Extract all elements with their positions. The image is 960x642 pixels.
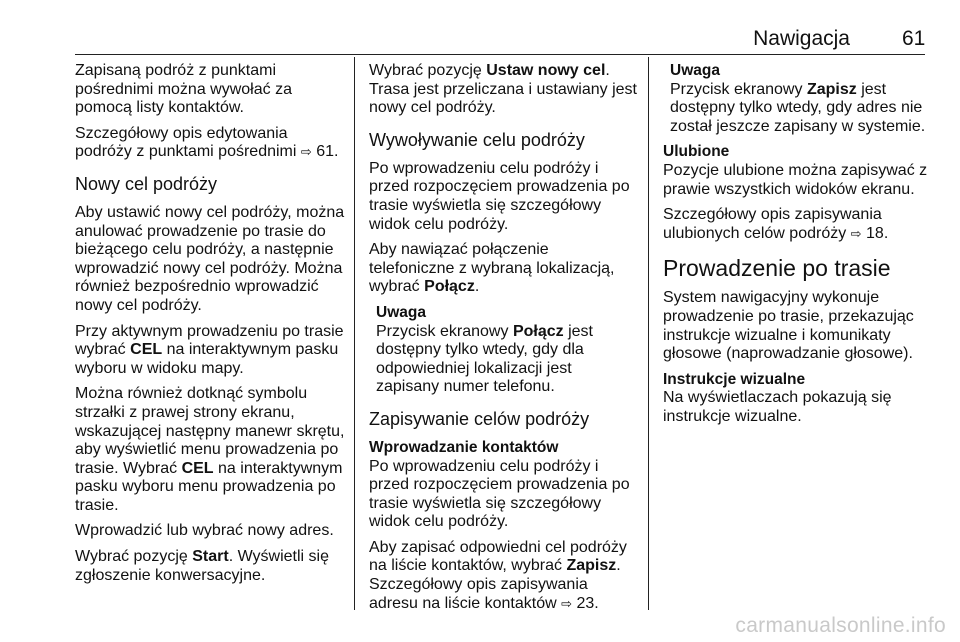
reference-arrow-icon: ⇨ [300, 144, 312, 160]
note-text: Przycisk ekranowy Połącz jest dostępny tylko wtedy, gdy dla odpowiedniej lokalizacji jest zapisany numer telefonu. [376, 322, 593, 396]
ui-term: Ustaw nowy cel [486, 62, 606, 79]
page-number: 61 [902, 27, 926, 50]
page-reference[interactable]: 18. [866, 224, 889, 242]
reference-arrow-icon: ⇨ [850, 225, 862, 241]
note-heading: Uwaga [670, 62, 720, 79]
paragraph: Przy aktywnym prowadzeniu po trasie wybrać CEL na interaktywnym pasku wyboru w widoku mapy. [75, 322, 344, 377]
section-heading: Nowy cel podróży [75, 173, 218, 194]
ui-term: CEL [181, 459, 214, 477]
section-heading: Zapisywanie celów podróży [369, 408, 590, 429]
paragraph: System nawigacyjny wykonuje prowadzenie po trasie, przekazując instrukcje wizualne i komunikaty głosowe (naprowadzanie głosowe). [663, 289, 914, 363]
paragraph: Po wprowadzeniu celu podróży i przed rozpoczęciem prowadzenia po trasie wyświetla się szczegółowy widok celu podróży. [369, 159, 630, 233]
note-box [663, 62, 935, 136]
paragraph: Wybrać pozycję Start. Wyświetli się zgłoszenie konwersacyjne. [75, 548, 329, 584]
paragraph: Wybrać pozycję Ustaw nowy cel. Trasa jest przeliczana i ustawiany jest nowy cel podróży. [369, 62, 637, 117]
paragraph: Wprowadzić lub wybrać nowy adres. [75, 522, 334, 540]
paragraph: Po wprowadzeniu celu podróży i przed rozpoczęciem prowadzenia po trasie wyświetla się szczegółowy widok celu podróży. [369, 457, 630, 531]
paragraph: Aby ustawić nowy cel podróży, można anulować prowadzenie po trasie do bieżącego celu podróży, a następnie wprowadzić nowy cel podróży. Można również bezpośrednio wprowadzić nowy cel podróży. [75, 203, 345, 314]
note-heading: Uwaga [376, 303, 426, 321]
column-divider-1 [354, 57, 355, 610]
header-rule [75, 54, 925, 55]
subheading: Instrukcje wizualne [663, 370, 806, 388]
chapter-heading: Prowadzenie po trasie [663, 255, 891, 282]
paragraph: Można również dotknąć symbolu strzałki z prawej strony ekranu, wskazującej następny manewr skrętu, aby wyświetlić menu prowadzenia po trasie. Wybrać CEL na interaktywnym pasku wyboru menu prowadzenia po trasie. [75, 385, 345, 514]
paragraph: Szczegółowy opis zapisywania ulubionych celów podróży ⇨ 18. [663, 206, 889, 242]
note-box [369, 304, 637, 397]
watermark: carmanualsonline.info [735, 614, 946, 637]
ui-term: Zapisz [566, 557, 617, 575]
subheading: Wprowadzanie kontaktów [369, 438, 559, 456]
page-reference[interactable]: 23. [576, 594, 599, 612]
reference-arrow-icon: ⇨ [561, 595, 573, 611]
ui-term: Start [192, 548, 229, 566]
page-header-title: Nawigacja [753, 27, 850, 50]
column-2 [369, 62, 637, 620]
note-text: Przycisk ekranowy Zapisz jest dostępny tylko wtedy, gdy adres nie został jeszcze zapisany w systemie. [670, 80, 926, 135]
ui-term: Zapisz [806, 80, 857, 98]
column-divider-2 [648, 57, 649, 610]
ui-term: Połącz [424, 278, 475, 296]
column-1 [75, 62, 347, 592]
paragraph: Na wyświetlaczach pokazują się instrukcje wizualne. [663, 389, 892, 425]
paragraph: Pozycje ulubione można zapisywać z prawie wszystkich widoków ekranu. [663, 161, 928, 198]
section-heading: Wywoływanie celu podróży [369, 129, 585, 150]
paragraph: Aby zapisać odpowiedni cel podróży na liście kontaktów, wybrać Zapisz. Szczegółowy opis zapisywania adresu na liście kontaktów ⇨ 23. [369, 538, 627, 612]
paragraph: Zapisaną podróż z punktami pośrednimi można wywołać za pomocą listy kontaktów. [75, 62, 292, 117]
column-3 [663, 62, 935, 434]
ui-term: CEL [130, 341, 163, 359]
paragraph: Aby nawiązać połączenie telefoniczne z wybraną lokalizacją, wybrać Połącz. [369, 241, 615, 296]
ui-term: Połącz [512, 322, 564, 340]
page-reference[interactable]: 61. [316, 143, 339, 161]
subheading: Ulubione [663, 143, 730, 161]
paragraph: Szczegółowy opis edytowania podróży z punktami pośrednimi ⇨ 61. [75, 124, 339, 161]
